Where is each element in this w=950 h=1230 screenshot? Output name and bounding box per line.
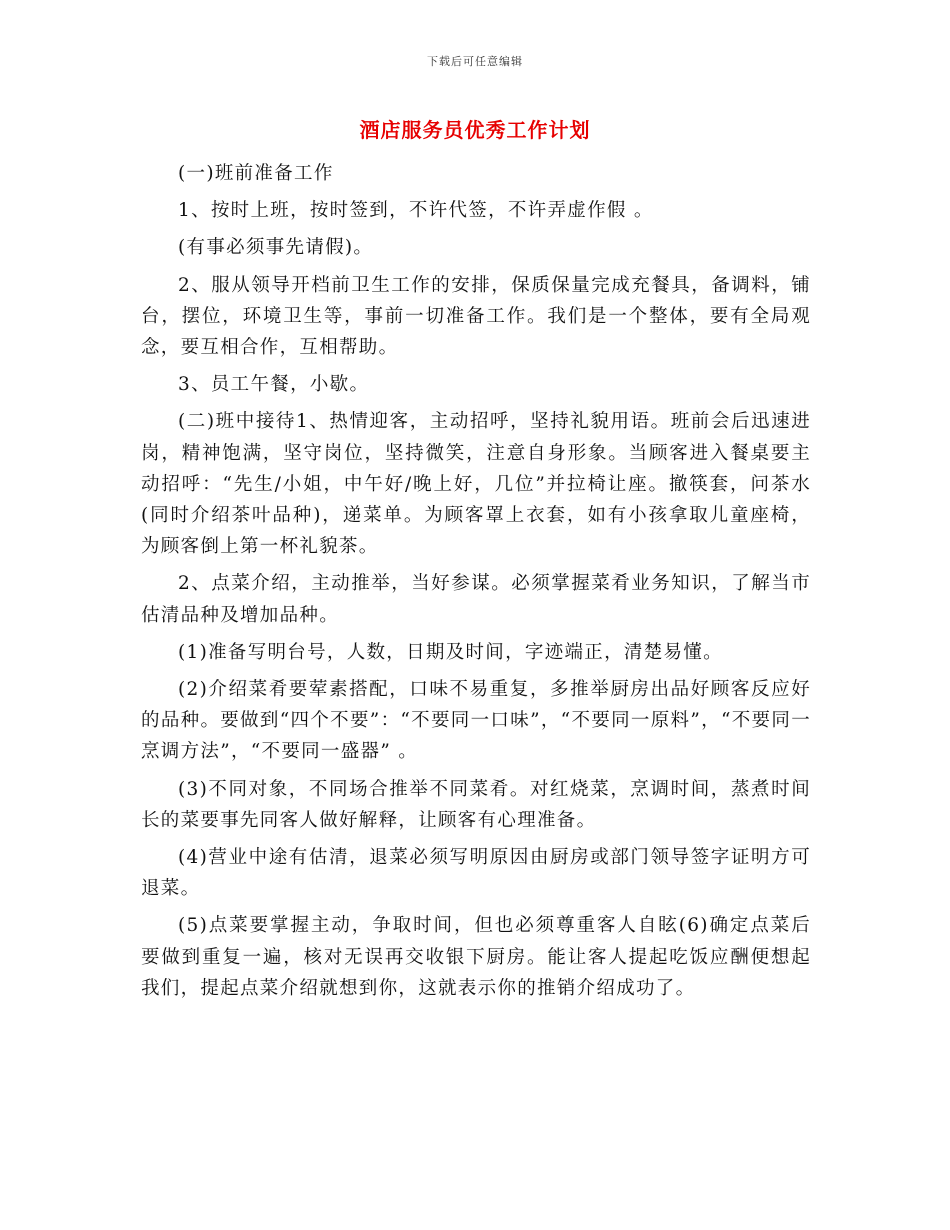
paragraph: (二)班中接待1、热情迎客，主动招呼，坚持礼貌用语。班前会后迅速进岗，精神饱满，坚守岗位，坚持微笑，注意自身形象。当顾客进入餐桌要主动招呼：“先生/小姐，中午好/晚上好，几位”并拉椅让座。撤筷套，问茶水(同时介绍茶叶品种)，递菜单。为顾客罩上衣套，如有小孩拿取儿童座椅，为顾客倒上第一杯礼貌茶。 — [141, 411, 811, 558]
paragraph: (4)营业中途有估清，退菜必须写明原因由厨房或部门领导签字证明方可退菜。 — [141, 847, 811, 900]
paragraph: (3)不同对象，不同场合推举不同菜肴。对红烧菜，烹调时间，蒸煮时间长的菜要事先同客人做好解释，让顾客有心理准备。 — [141, 778, 811, 831]
paragraph: (一)班前准备工作 — [178, 163, 334, 184]
paragraph: 2、点菜介绍，主动推举，当好参谋。必须掌握菜肴业务知识，了解当市估清品种及增加品种。 — [141, 573, 811, 626]
paragraph: (1)准备写明台号，人数，日期及时间，字迹端正，清楚易懂。 — [178, 641, 723, 663]
document-title: 酒店服务员优秀工作计划 — [359, 118, 591, 142]
paragraph: 1、按时上班，按时签到，不许代签，不许弄虚作假 。 — [178, 200, 654, 222]
paragraph: (5)点菜要掌握主动，争取时间，但也必须尊重客人自眩(6)确定点菜后要做到重复一遍，核对无误再交收银下厨房。能让客人提起吃饭应酬便想起我们，提起点菜介绍就想到你，这就表示你的推销介绍成功了。 — [141, 915, 811, 999]
paragraph: (2)介绍菜肴要荤素搭配，口味不易重复，多推举厨房出品好顾客反应好的品种。要做到“四个不要”：“不要同一口味”，“不要同一原料”，“不要同一烹调方法”，“不要同一盛器” 。 — [141, 679, 811, 763]
header-note: 下载后可任意编辑 — [427, 55, 523, 68]
paragraph: 2、服从领导开档前卫生工作的安排，保质保量完成充餐具，备调料，铺台，摆位，环境卫生等，事前一切准备工作。我们是一个整体，要有全局观念，要互相合作，互相帮助。 — [141, 274, 811, 359]
paragraph: (有事必须事先请假)。 — [178, 237, 374, 259]
paragraph: 3、员工午餐，小歇。 — [178, 374, 370, 396]
document-body — [141, 158, 811, 1010]
